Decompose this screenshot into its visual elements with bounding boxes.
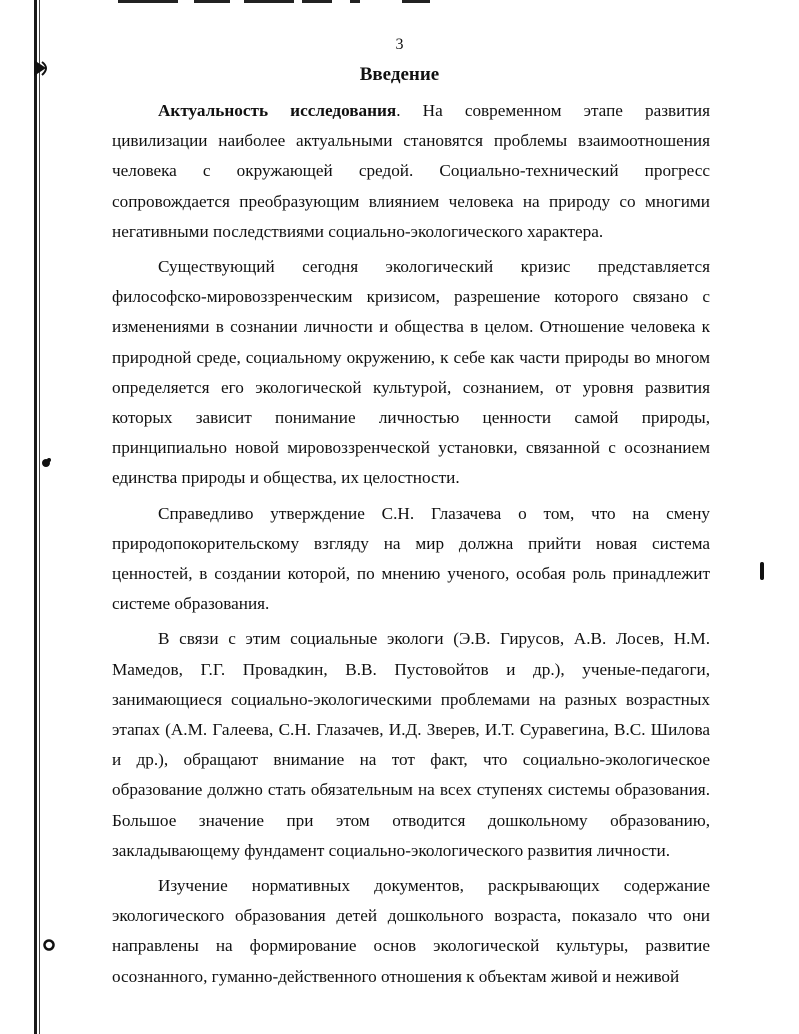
paragraph: В связи с этим социальные экологи (Э.В. Гирусов, А.В. Лосев, Н.М. Мамедов, Г.Г. Провадкин, В.В. Пустовойтов и др.), ученые-педагоги, занимающиеся социально-экологическими проблемами на разных возрастных этапах (А.М. Галеева, С.Н. Глазачев, И.Д. Зверев, И.Т. Суравегина, В.С. Шилова и др.), обращают внимание на тот факт, что социально-экологическое образование должно стать обязательным на всех ступенях системы образования. Большое значение при этом отводится дошкольному образованию, закладывающему фундамент социально-экологического развития личности. [112,629,710,860]
paragraph-lead: Актуальность исследования [158,101,397,120]
section-heading: Введение [359,64,440,85]
scan-edge-mark [118,0,178,3]
hole-punch-mark-icon [42,938,56,952]
scan-edge-mark [302,0,332,3]
hole-punch-mark-icon [40,456,54,470]
paragraph: Изучение нормативных документов, раскрывающих содержание экологического образования детей дошкольного возраста, показало что они направлены на формирование основ экологической культуры, развитие осознанного, гуманно-действенного отношения к объектам живой и неживой [112,876,710,986]
body-text [112,96,710,992]
scan-edge-mark [194,0,230,3]
binding-edge-line [34,0,37,1034]
paragraph: Справедливо утверждение С.Н. Глазачева о том, что на смену природопокорительскому взгляду на мир должна прийти новая система ценностей, в создании которой, по мнению ученого, особая роль принадлежит системе образования. [112,503,710,614]
paragraph: Существующий сегодня экологический кризис представляется философско-мировоззренческим кризисом, разрешение которого связано с изменениями в сознании личности и общества в целом. Отношение человека к природной среде, социальному окружению, к себе как части природы во многом определяется его экологической культурой, сознанием, от уровня развития которых зависит понимание личностью ценности самой природы, принципиально новой мировоззренческой установки, связанной с осознанием единства природы и общества, их целостности. [112,257,710,488]
binding-edge-line-thin [39,0,40,1034]
page-number: 3 [395,36,404,53]
paragraph-text: . На современном этапе развития цивилизации наиболее актуальными становятся проблемы взаимоотношения человека с окружающей средой. Социально-технический прогресс сопровождается преобразующим влиянием человека на природу со многими негативными последствиями социально-экологического характера. [112,101,710,241]
scan-edge-mark [402,0,430,3]
scan-blot-mark [760,562,764,580]
scan-edge-mark [244,0,294,3]
paragraph [112,96,710,247]
scan-edge-mark [350,0,360,3]
